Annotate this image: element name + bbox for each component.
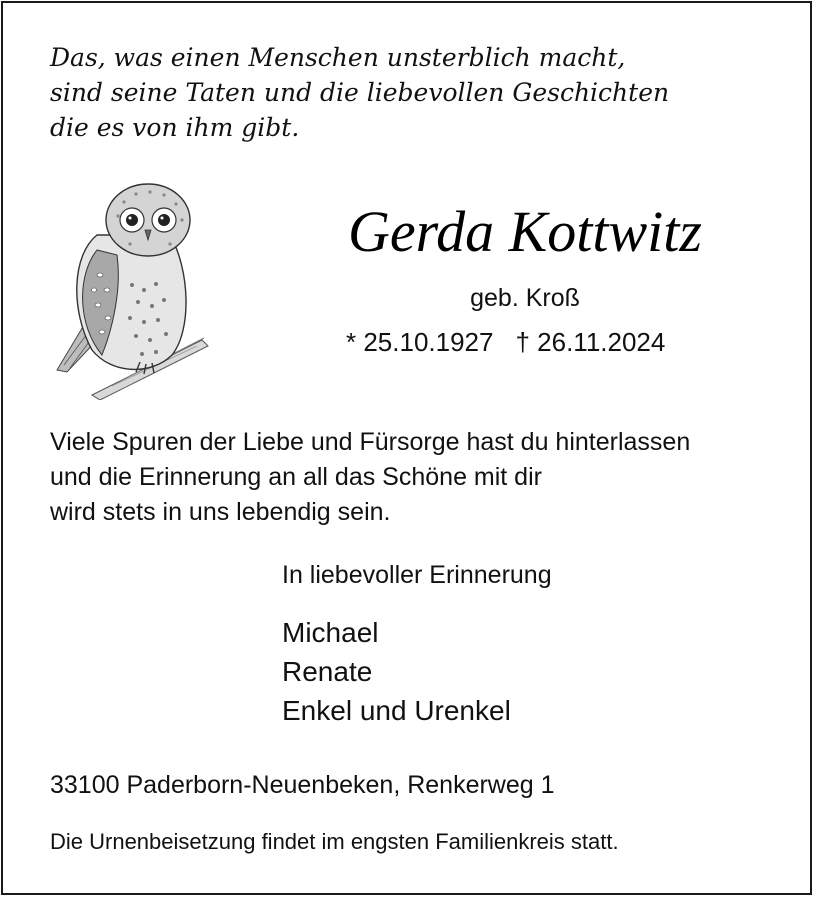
tribute-text — [50, 425, 810, 530]
quote-line: Das, was einen Menschen unsterblich macht, — [50, 43, 626, 72]
deceased-name: Gerda Kottwitz — [348, 199, 702, 264]
mourners-list — [282, 613, 511, 730]
quote-line: sind seine Taten und die liebevollen Geschichten — [50, 78, 670, 107]
owl-illustration — [52, 180, 212, 400]
maiden-name: geb. Kroß — [470, 284, 580, 312]
birth-date: * 25.10.1927 — [346, 327, 494, 357]
life-dates — [346, 325, 665, 359]
address: 33100 Paderborn-Neuenbeken, Renkerweg 1 — [50, 771, 555, 799]
quote-line: die es von ihm gibt. — [50, 113, 300, 142]
mourner: Renate — [282, 656, 373, 687]
mourner: Enkel und Urenkel — [282, 695, 511, 726]
death-date: † 26.11.2024 — [515, 327, 666, 357]
memory-line: In liebevoller Erinnerung — [282, 561, 552, 589]
tribute-line: Viele Spuren der Liebe und Fürsorge hast du hinterlassen — [50, 428, 691, 456]
tribute-line: und die Erinnerung an all das Schöne mit dir — [50, 463, 542, 491]
mourner: Michael — [282, 617, 379, 648]
tribute-line: wird stets in uns lebendig sein. — [50, 498, 391, 526]
funeral-note: Die Urnenbeisetzung findet im engsten Familienkreis statt. — [50, 829, 619, 854]
opening-quote — [50, 40, 770, 145]
